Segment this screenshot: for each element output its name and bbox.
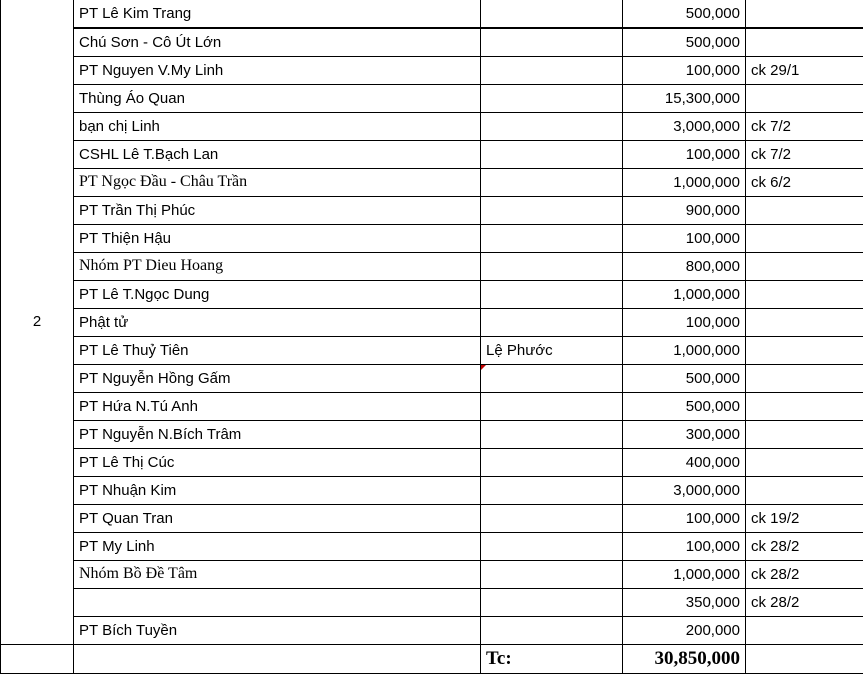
donor-name-cell[interactable]: [74, 588, 481, 616]
donor-name-cell[interactable]: PT Hứa N.Tú Anh: [74, 392, 481, 420]
donor-name-cell[interactable]: Phật tử: [74, 308, 481, 336]
extra-cell[interactable]: [481, 84, 623, 112]
extra-cell[interactable]: [481, 112, 623, 140]
amount-cell[interactable]: 1,000,000: [623, 280, 746, 308]
amount-cell[interactable]: 300,000: [623, 420, 746, 448]
donor-name-cell[interactable]: bạn chị Linh: [74, 112, 481, 140]
note-cell[interactable]: [746, 224, 863, 252]
table-row: [1, 364, 863, 392]
amount-cell[interactable]: 100,000: [623, 56, 746, 84]
note-cell[interactable]: [746, 364, 863, 392]
total-label[interactable]: Tc:: [481, 644, 623, 673]
amount-cell[interactable]: 500,000: [623, 0, 746, 28]
table-row: [1, 476, 863, 504]
amount-cell[interactable]: 100,000: [623, 308, 746, 336]
table-row: [1, 56, 863, 84]
table-row: [1, 0, 863, 28]
note-cell[interactable]: ck 28/2: [746, 560, 863, 588]
table-row: [1, 84, 863, 112]
extra-cell[interactable]: [481, 0, 623, 28]
donor-name-cell[interactable]: PT Nguyễn N.Bích Trâm: [74, 420, 481, 448]
note-cell[interactable]: ck 7/2: [746, 112, 863, 140]
group-index-cell[interactable]: 2: [1, 0, 74, 644]
donor-name-cell[interactable]: PT Bích Tuyền: [74, 616, 481, 644]
amount-cell[interactable]: 500,000: [623, 364, 746, 392]
extra-cell[interactable]: [481, 560, 623, 588]
donor-name-cell[interactable]: PT Lê Thuỷ Tiên: [74, 336, 481, 364]
donor-name-cell[interactable]: PT Lê T.Ngọc Dung: [74, 280, 481, 308]
table-row: [1, 280, 863, 308]
table-row: [1, 616, 863, 644]
table-row: [1, 336, 863, 364]
empty-cell[interactable]: [746, 644, 863, 673]
extra-cell[interactable]: [481, 588, 623, 616]
table-row: [1, 532, 863, 560]
note-cell[interactable]: ck 28/2: [746, 532, 863, 560]
donor-name-cell[interactable]: PT My Linh: [74, 532, 481, 560]
donor-name-cell[interactable]: PT Ngọc Đầu - Châu Trần: [74, 168, 481, 196]
extra-cell[interactable]: [481, 392, 623, 420]
extra-cell[interactable]: [481, 616, 623, 644]
note-cell[interactable]: ck 28/2: [746, 588, 863, 616]
note-cell[interactable]: ck 19/2: [746, 504, 863, 532]
amount-cell[interactable]: 350,000: [623, 588, 746, 616]
extra-cell[interactable]: [481, 308, 623, 336]
note-cell[interactable]: ck 6/2: [746, 168, 863, 196]
donor-name-cell[interactable]: Chú Sơn - Cô Út Lớn: [74, 28, 481, 56]
table-row: [1, 588, 863, 616]
table-row: [1, 308, 863, 336]
amount-cell[interactable]: 900,000: [623, 196, 746, 224]
amount-cell[interactable]: 100,000: [623, 140, 746, 168]
extra-cell[interactable]: [481, 504, 623, 532]
table-row: [1, 28, 863, 56]
extra-cell[interactable]: [481, 532, 623, 560]
amount-cell[interactable]: 200,000: [623, 616, 746, 644]
amount-cell[interactable]: 1,000,000: [623, 560, 746, 588]
donor-name-cell[interactable]: CSHL Lê T.Bạch Lan: [74, 140, 481, 168]
table-row: [1, 560, 863, 588]
note-cell[interactable]: [746, 28, 863, 56]
amount-cell[interactable]: 1,000,000: [623, 168, 746, 196]
table-row: [1, 196, 863, 224]
extra-cell[interactable]: [481, 196, 623, 224]
amount-cell[interactable]: 15,300,000: [623, 84, 746, 112]
total-amount[interactable]: 30,850,000: [623, 644, 746, 673]
donor-name-cell[interactable]: PT Thiện Hậu: [74, 224, 481, 252]
donor-name-cell[interactable]: PT Nhuận Kim: [74, 476, 481, 504]
donor-name-text: PT Nguyễn Hồng Gấm: [79, 369, 231, 387]
note-cell[interactable]: [746, 336, 863, 364]
amount-cell[interactable]: 100,000: [623, 224, 746, 252]
extra-cell[interactable]: [481, 280, 623, 308]
donor-name-cell[interactable]: Nhóm Bồ Đề Tâm: [74, 560, 481, 588]
note-cell[interactable]: [746, 476, 863, 504]
comment-indicator-icon[interactable]: [481, 365, 487, 371]
extra-cell[interactable]: [481, 476, 623, 504]
table-row: [1, 224, 863, 252]
total-row: [1, 644, 863, 673]
table-row: [1, 504, 863, 532]
table-row: [1, 448, 863, 476]
amount-cell[interactable]: 100,000: [623, 504, 746, 532]
extra-cell[interactable]: [481, 56, 623, 84]
table-row: [1, 252, 863, 280]
note-cell[interactable]: [746, 420, 863, 448]
donor-name-cell[interactable]: PT Lê Thị Cúc: [74, 448, 481, 476]
empty-cell[interactable]: [1, 644, 74, 673]
amount-cell[interactable]: 400,000: [623, 448, 746, 476]
donor-name-cell[interactable]: Thùng Áo Quan: [74, 84, 481, 112]
empty-cell[interactable]: [74, 644, 481, 673]
table-row: [1, 392, 863, 420]
note-cell[interactable]: [746, 616, 863, 644]
table-row: [1, 420, 863, 448]
amount-cell[interactable]: 3,000,000: [623, 112, 746, 140]
note-cell[interactable]: [746, 392, 863, 420]
amount-cell[interactable]: 100,000: [623, 532, 746, 560]
table-row: [1, 112, 863, 140]
extra-cell[interactable]: [481, 364, 623, 392]
extra-cell[interactable]: [481, 252, 623, 280]
table-row: [1, 168, 863, 196]
note-cell[interactable]: [746, 448, 863, 476]
donor-name-cell[interactable]: Nhóm PT Dieu Hoang: [74, 252, 481, 280]
amount-cell[interactable]: 3,000,000: [623, 476, 746, 504]
note-cell[interactable]: ck 29/1: [746, 56, 863, 84]
donor-name-cell[interactable]: PT Lê Kim Trang: [74, 0, 481, 28]
amount-cell[interactable]: 500,000: [623, 392, 746, 420]
extra-cell[interactable]: [481, 448, 623, 476]
donor-name-cell[interactable]: PT Quan Tran: [74, 504, 481, 532]
donor-name-cell[interactable]: PT Nguyen V.My Linh: [74, 56, 481, 84]
extra-cell[interactable]: [481, 168, 623, 196]
note-cell[interactable]: [746, 84, 863, 112]
extra-cell[interactable]: [481, 28, 623, 56]
table-row: [1, 140, 863, 168]
note-cell[interactable]: [746, 308, 863, 336]
amount-cell[interactable]: 800,000: [623, 252, 746, 280]
extra-cell[interactable]: [481, 224, 623, 252]
extra-cell[interactable]: [481, 420, 623, 448]
note-cell[interactable]: [746, 196, 863, 224]
extra-cell[interactable]: [481, 140, 623, 168]
note-cell[interactable]: [746, 280, 863, 308]
amount-cell[interactable]: 500,000: [623, 28, 746, 56]
note-cell[interactable]: ck 7/2: [746, 140, 863, 168]
extra-cell[interactable]: [481, 336, 623, 364]
amount-cell[interactable]: 1,000,000: [623, 336, 746, 364]
note-cell[interactable]: [746, 0, 863, 28]
donor-name-cell[interactable]: PT Trần Thị Phúc: [74, 196, 481, 224]
donor-name-cell[interactable]: [74, 364, 481, 392]
extra-cell-text: Lệ Phước: [486, 341, 553, 359]
note-cell[interactable]: [746, 252, 863, 280]
